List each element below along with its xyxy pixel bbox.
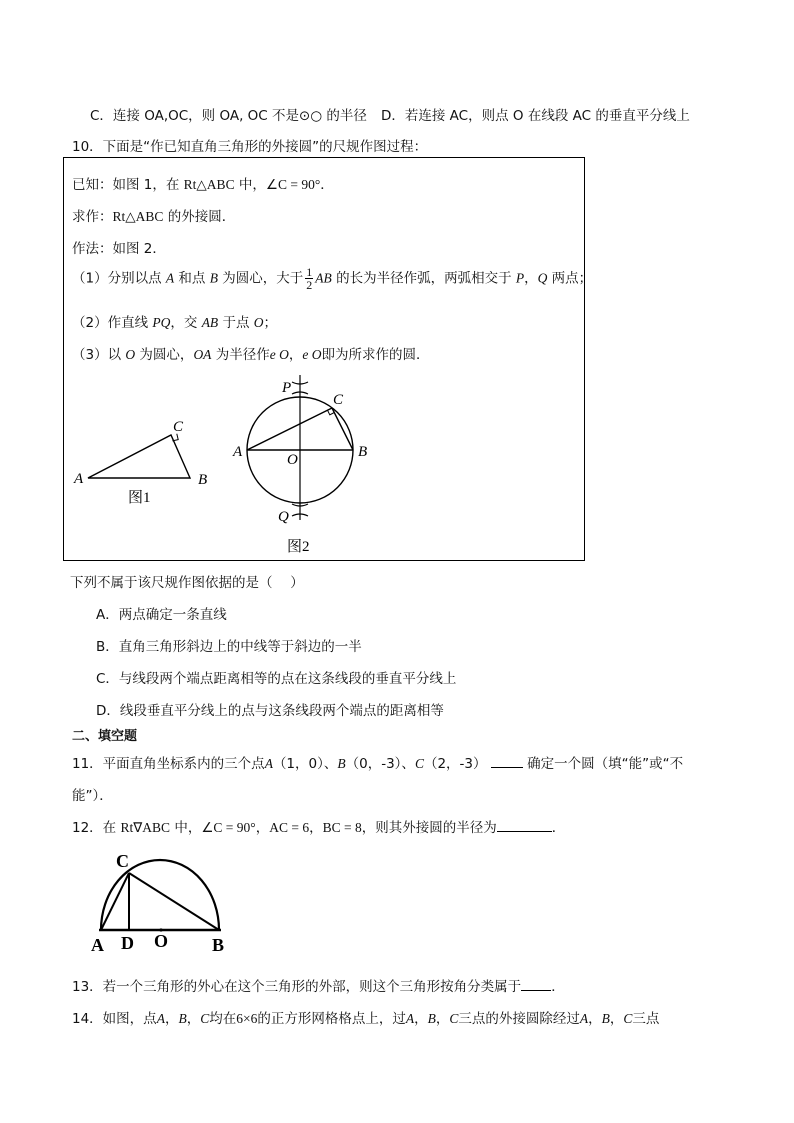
q10-method: 作法：如图 2． xyxy=(72,241,166,257)
q14-text: 14．如图，点A，B，C均在6×6的正方形网格格点上，过A，B，C三点的外接圆除经过A，B，C三点 xyxy=(72,1011,660,1027)
fig2-label-p: P xyxy=(282,380,292,396)
fig1-label-a: A xyxy=(74,471,84,487)
q10-title: 10．下面是“作已知直角三角形的外接圆”的尺规作图过程： xyxy=(72,139,428,155)
q13-text: 13．若一个三角形的外心在这个三角形的外部，则这个三角形按角分类属于 ． xyxy=(72,979,565,995)
q12-answer-blank xyxy=(497,831,552,832)
q11-answer-blank xyxy=(491,767,523,768)
q11-line1: 11．平面直角坐标系内的三个点A（1，0）、B（0，-3）、C（2，-3） 确定一个圆（填“能”或“不 xyxy=(72,756,684,772)
fig1-label-c: C xyxy=(173,419,184,435)
fig2-label-c: C xyxy=(333,392,344,408)
fig1-label-b: B xyxy=(198,472,208,488)
figure-2-circle-construction xyxy=(232,375,367,555)
q12-fig-label-o: O xyxy=(154,931,169,951)
figure-1-triangle xyxy=(73,419,207,506)
q10-step2: （2）作直线 PQ，交 AB 于点 O； xyxy=(72,315,278,331)
q12-text: 12．在 Rt∇ABC 中，∠C = 90°，AC = 6，BC = 8，则其外接圆的半径为 ． xyxy=(72,820,566,836)
q9-option-d: D．若连接 AC，则点 O 在线段 AC 的垂直平分线上 xyxy=(381,108,690,124)
fig2-label-o: O xyxy=(287,452,298,468)
q10-known: 已知：如图 1，在 Rt△ABC 中，∠C = 90°． xyxy=(72,177,334,193)
q10-option-b: B．直角三角形斜边上的中线等于斜边的一半 xyxy=(96,639,362,655)
fig2-label-q: Q xyxy=(278,509,289,525)
q10-question: 下列不属于该尺规作图依据的是（ ） xyxy=(70,575,304,591)
fig2-label-b: B xyxy=(358,444,368,460)
q10-step3: （3）以 O 为圆心，OA 为半径作e O，e O即为所求作的圆． xyxy=(72,347,430,363)
q10-option-c: C．与线段两个端点距离相等的点在这条线段的垂直平分线上 xyxy=(96,671,457,687)
q12-fig-label-b: B xyxy=(212,935,225,955)
fraction-one-half: $\frac{1}{2}$ xyxy=(306,265,313,292)
fig2-caption: 图2 xyxy=(287,539,310,555)
q9-option-c: C．连接 OA,OC，则 OA, OC 不是⊙○ 的半径 xyxy=(90,108,367,124)
q13-answer-blank xyxy=(521,990,551,991)
fig1-caption: 图1 xyxy=(128,490,151,506)
q12-figure-semicircle xyxy=(91,851,224,955)
q12-fig-label-c: C xyxy=(116,851,129,871)
q12-fig-label-a: A xyxy=(91,935,104,955)
q11-line2: 能”）． xyxy=(72,788,113,804)
q10-ask: 求作：Rt△ABC 的外接圆． xyxy=(72,209,236,225)
section-heading-fill-in: 二、填空题 xyxy=(72,729,138,744)
q10-step1: （1）分别以点 A 和点 B 为圆心，大于 $\frac{1}{2}$ AB 的长为半径作弧，两弧相交于 P，Q 两点； xyxy=(72,265,593,292)
q12-fig-label-d: D xyxy=(121,933,134,953)
fig2-label-a: A xyxy=(233,444,243,460)
q10-option-d: D．线段垂直平分线上的点与这条线段两个端点的距离相等 xyxy=(96,703,444,719)
q10-option-a: A．两点确定一条直线 xyxy=(96,607,227,623)
